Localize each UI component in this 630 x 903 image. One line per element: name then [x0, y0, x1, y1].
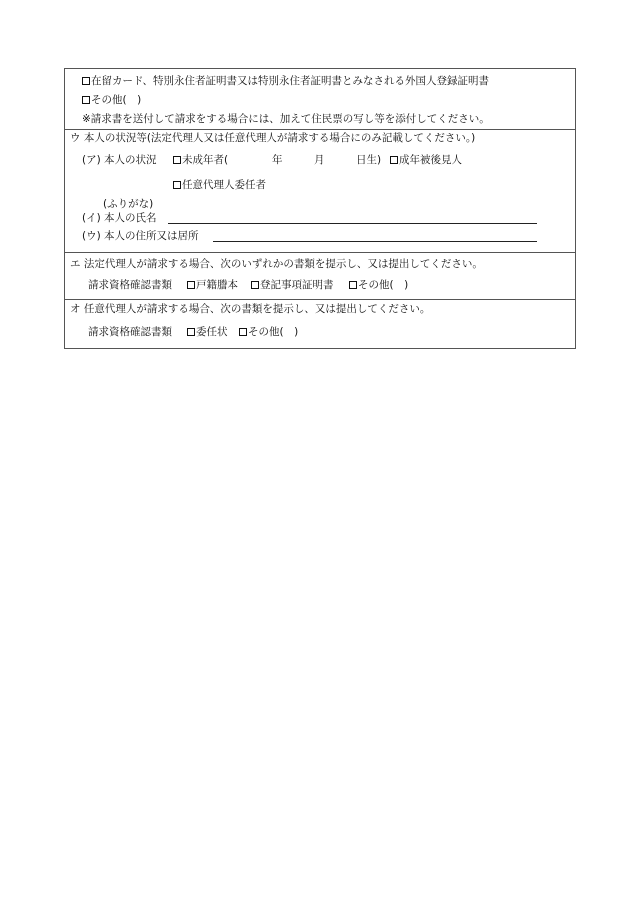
delegator-option[interactable]	[173, 178, 266, 192]
birth-month-label: 月	[314, 154, 325, 166]
power-of-attorney-label: 委任状	[196, 326, 228, 338]
registry-cert-label: 登記事項証明書	[260, 279, 334, 291]
family-register-option[interactable]	[187, 278, 238, 292]
power-of-attorney-option[interactable]	[187, 325, 228, 339]
principal-status-section	[65, 129, 575, 253]
adult-ward-checkbox[interactable]	[390, 156, 398, 164]
voluntary-representative-section	[65, 299, 575, 349]
identity-other-label: その他( )	[91, 94, 142, 106]
furigana-label: (ふりがな)	[103, 198, 154, 210]
minor-checkbox[interactable]	[173, 156, 181, 164]
birth-day-label: 日生)	[356, 154, 382, 166]
principal-name-label: (イ) 本人の氏名	[82, 212, 157, 224]
birth-year-label: 年	[272, 154, 283, 166]
mail-request-note: ※請求書を送付して請求をする場合には、加えて住民票の写し等を添付してください。	[82, 113, 490, 125]
principal-address-label: (ウ) 本人の住所又は居所	[82, 230, 199, 242]
principal-name-field[interactable]	[168, 223, 537, 224]
minor-label: 未成年者(	[182, 154, 229, 166]
delegator-label: 任意代理人委任者	[182, 179, 266, 191]
identity-other-checkbox[interactable]	[82, 96, 90, 104]
identity-documents-section	[65, 69, 575, 129]
family-register-checkbox[interactable]	[187, 281, 195, 289]
legal-docs-label: 請求資格確認書類	[88, 279, 172, 291]
residence-card-label: 在留カード、特別永住者証明書又は特別永住者証明書とみなされる外国人登録証明書	[91, 75, 490, 87]
voluntary-other-label: その他( )	[248, 326, 299, 338]
request-form-table	[64, 68, 576, 349]
power-of-attorney-checkbox[interactable]	[187, 328, 195, 336]
identity-other-option[interactable]	[82, 93, 141, 107]
registry-cert-checkbox[interactable]	[251, 281, 259, 289]
family-register-label: 戸籍謄本	[196, 279, 238, 291]
voluntary-other-checkbox[interactable]	[239, 328, 247, 336]
legal-other-label: その他( )	[358, 279, 409, 291]
principal-address-field[interactable]	[213, 241, 537, 242]
voluntary-docs-label: 請求資格確認書類	[88, 326, 172, 338]
legal-other-checkbox[interactable]	[349, 281, 357, 289]
legal-other-option[interactable]	[349, 278, 408, 292]
residence-card-option[interactable]	[82, 74, 489, 88]
legal-representative-heading: エ 法定代理人が請求する場合、次のいずれかの書類を提示し、又は提出してください。	[70, 258, 483, 270]
principal-status-label: (ア) 本人の状況	[82, 154, 157, 166]
minor-option[interactable]	[173, 153, 228, 167]
adult-ward-option[interactable]	[390, 153, 462, 167]
residence-card-checkbox[interactable]	[82, 77, 90, 85]
adult-ward-label: 成年被後見人	[399, 154, 462, 166]
legal-representative-section	[65, 252, 575, 300]
registry-cert-option[interactable]	[251, 278, 334, 292]
delegator-checkbox[interactable]	[173, 181, 181, 189]
principal-status-heading: ウ 本人の状況等(法定代理人又は任意代理人が請求する場合にのみ記載してください。)	[70, 132, 476, 144]
voluntary-representative-heading: オ 任意代理人が請求する場合、次の書類を提示し、又は提出してください。	[70, 303, 431, 315]
voluntary-other-option[interactable]	[239, 325, 298, 339]
